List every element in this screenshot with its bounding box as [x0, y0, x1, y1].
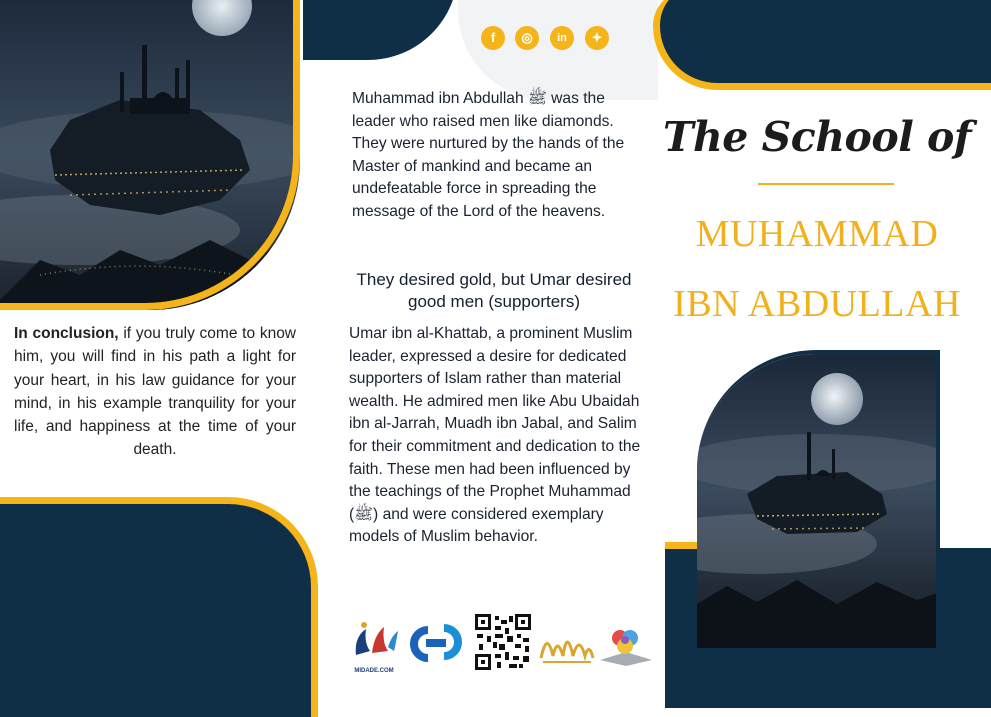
qr-code[interactable] [475, 614, 531, 674]
linkedin-icon[interactable]: in [550, 26, 574, 50]
facebook-icon[interactable]: f [481, 26, 505, 50]
book-logo [598, 620, 654, 672]
cover-title-line2: MUHAMMAD [695, 213, 939, 255]
navy-block-top-right [653, 0, 991, 90]
conclusion-paragraph [14, 322, 296, 462]
midade-logo [348, 617, 400, 673]
navy-block-bottom-left [0, 497, 318, 717]
navy-block-top-middle [303, 0, 458, 60]
cover-title-line1: The School of [662, 113, 972, 161]
midade-caption: MIDADE.COM [354, 668, 394, 674]
section-heading: They desired gold, but Umar desired good men (supporters) [356, 270, 632, 311]
cover-mosque-image [697, 350, 940, 648]
grey-accent [458, 0, 658, 100]
intro-paragraph: Muhammad ibn Abdullah ﷺ was the leader who raised men like diamonds. They were nurtured by the hands of the Master of mankind and became an undefeatable force in spreading the message of the Lord of the heavens. [352, 90, 625, 220]
arabic-calligraphy-logo [537, 620, 595, 672]
twitter-icon[interactable]: ✦ [585, 26, 609, 50]
body-paragraph: Umar ibn al-Khattab, a prominent Muslim leader, expressed a desire for dedicated supporters of Islam rather than material wealth. He admired men like Abu Ubaidah ibn al-Jarrah, Muadh ibn Jabal, and Salim for their commitment and dedication to the faith. These men had been influenced by the teachings of the Prophet Muhammad (ﷺ) and were considered exemplary models of Muslim behavior. [349, 325, 641, 546]
title-divider [758, 183, 894, 185]
conclusion-text: if you truly come to know him, you will find in his path a light for your heart, in his law guidance for your mind, in his example tranquility for your life, and happiness at the time of your death. [14, 325, 297, 459]
cover-title-line3: IBN ABDULLAH [673, 283, 961, 325]
chain-logo [404, 620, 470, 670]
conclusion-lead: In conclusion, [14, 325, 119, 342]
instagram-icon[interactable]: ◎ [515, 26, 539, 50]
yellow-arc-decoration [0, 0, 300, 310]
